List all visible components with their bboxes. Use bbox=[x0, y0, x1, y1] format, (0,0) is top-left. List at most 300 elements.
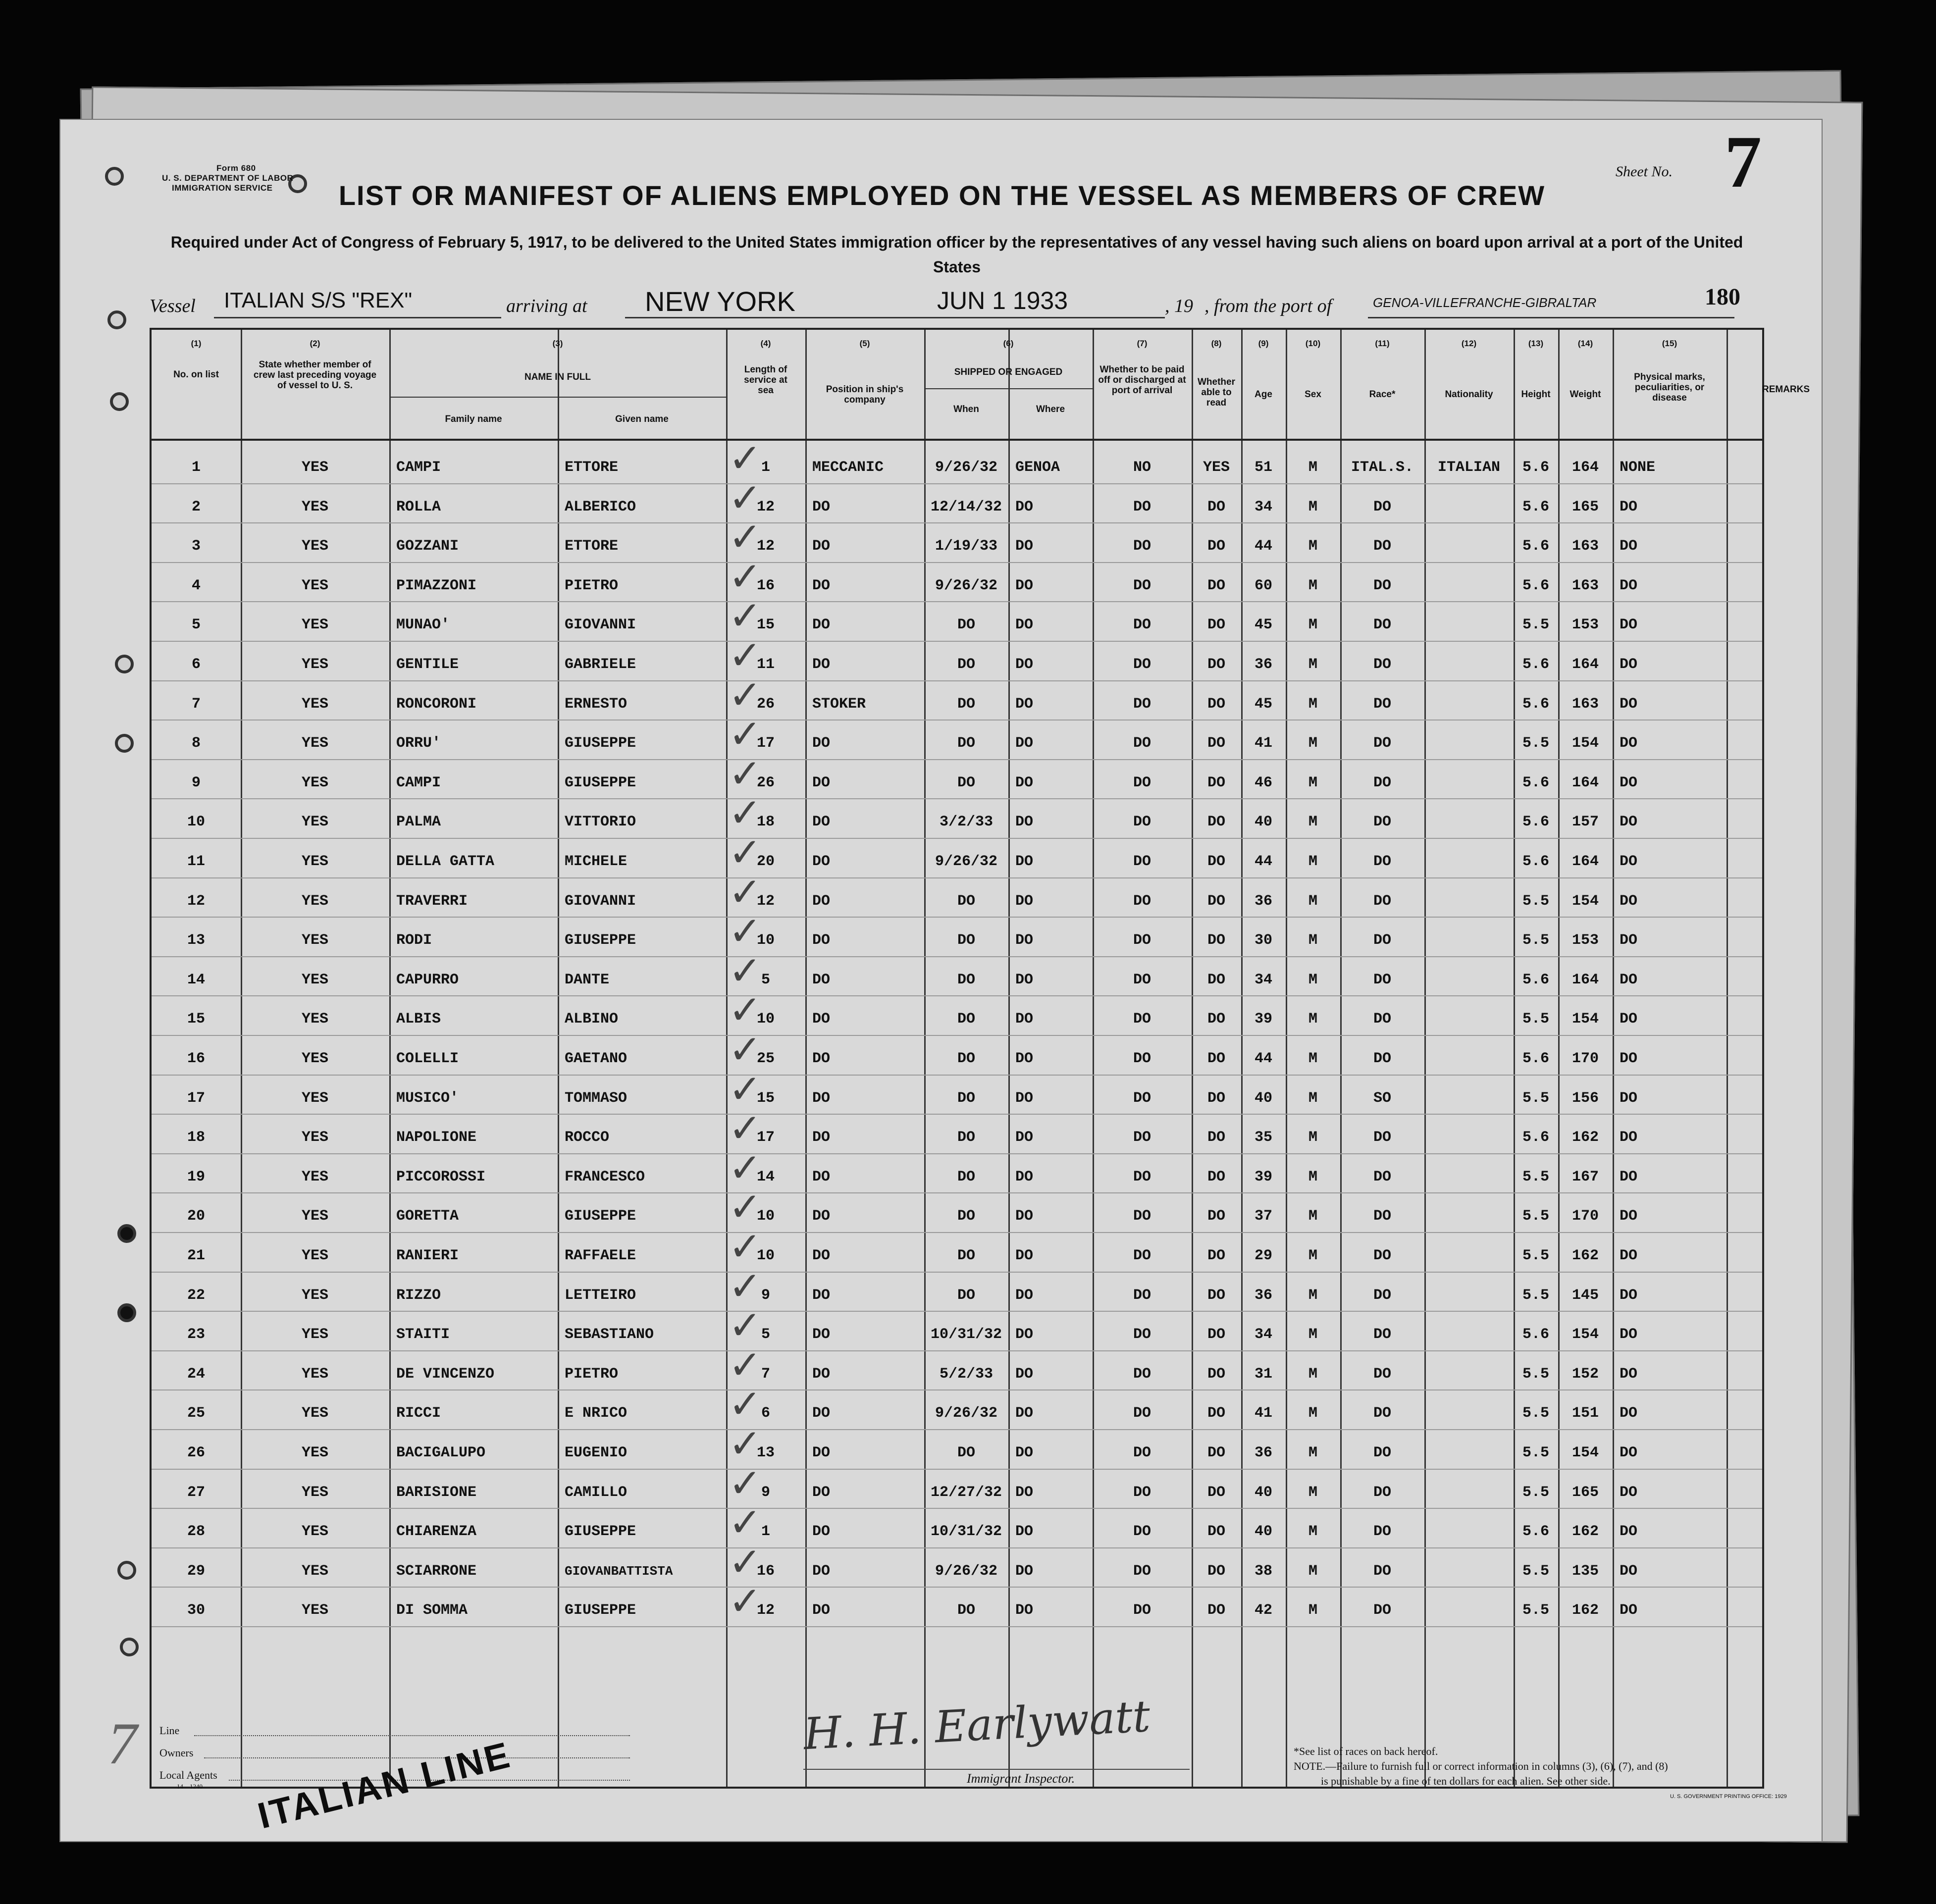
cell-marks: DO bbox=[1620, 932, 1638, 949]
cell-paid: DO bbox=[1133, 1365, 1151, 1383]
year-label: , 19 bbox=[1165, 296, 1193, 316]
cell-when: DO bbox=[957, 1247, 975, 1264]
cell-given: RAFFAELE bbox=[565, 1247, 636, 1264]
cell-paid: DO bbox=[1133, 1444, 1151, 1461]
cell-age: 60 bbox=[1254, 577, 1272, 594]
cell-sex: M bbox=[1308, 1168, 1317, 1185]
cell-service: 1 bbox=[761, 1523, 770, 1541]
cell-where: DO bbox=[1015, 1523, 1034, 1541]
cell-when: DO bbox=[957, 892, 975, 910]
col-remarks-header: REMARKS bbox=[1762, 384, 1810, 395]
table-row bbox=[152, 1499, 1762, 1552]
cell-position: MECCANIC bbox=[812, 459, 884, 476]
check-mark-icon: ✓ bbox=[729, 435, 762, 481]
table-row bbox=[152, 632, 1762, 685]
cell-prev: YES bbox=[301, 971, 328, 988]
cell-age: 31 bbox=[1254, 1365, 1272, 1383]
cell-paid: DO bbox=[1133, 617, 1151, 634]
col-age-header: Age bbox=[1255, 389, 1272, 400]
cell-given: GIUSEPPE bbox=[565, 735, 636, 752]
cell-prev: YES bbox=[301, 1365, 328, 1383]
cell-read: DO bbox=[1207, 1365, 1225, 1383]
cell-race: DO bbox=[1373, 1444, 1391, 1461]
cell-no: 26 bbox=[187, 1444, 205, 1461]
cell-given: ALBINO bbox=[565, 1011, 619, 1028]
table-row bbox=[152, 553, 1762, 607]
cell-service: 26 bbox=[756, 695, 775, 713]
cell-weight: 165 bbox=[1571, 1484, 1599, 1501]
cell-given: GIUSEPPE bbox=[565, 1602, 636, 1619]
cell-prev: YES bbox=[301, 1050, 328, 1067]
cell-sex: M bbox=[1308, 774, 1317, 791]
cell-read: DO bbox=[1207, 1286, 1225, 1304]
col-11-number: (11) bbox=[1375, 339, 1390, 348]
check-mark-icon: ✓ bbox=[729, 790, 762, 836]
table-row bbox=[152, 1539, 1762, 1592]
cell-age: 39 bbox=[1254, 1168, 1272, 1185]
cell-race: DO bbox=[1373, 1326, 1391, 1343]
col-when-header: When bbox=[953, 404, 979, 414]
page-number: 180 bbox=[1705, 284, 1740, 310]
cell-marks: DO bbox=[1620, 971, 1638, 988]
cell-when: 9/26/32 bbox=[935, 853, 998, 870]
cell-family: RODI bbox=[396, 932, 432, 949]
cell-sex: M bbox=[1308, 1129, 1317, 1146]
cell-prev: YES bbox=[301, 577, 328, 594]
cell-marks: DO bbox=[1620, 1405, 1638, 1422]
table-row bbox=[152, 1302, 1762, 1355]
cell-height: 5.5 bbox=[1522, 1011, 1549, 1028]
table-row bbox=[152, 711, 1762, 764]
cell-paid: DO bbox=[1133, 1405, 1151, 1422]
cell-no: 15 bbox=[187, 1011, 205, 1028]
cell-prev: YES bbox=[301, 1247, 328, 1264]
col-13-number: (13) bbox=[1528, 339, 1544, 348]
check-mark-icon: ✓ bbox=[729, 514, 762, 561]
cell-when: 9/26/32 bbox=[935, 1562, 998, 1580]
cell-no: 14 bbox=[187, 971, 205, 988]
cell-when: 9/26/32 bbox=[935, 577, 998, 594]
cell-read: DO bbox=[1207, 774, 1225, 791]
cell-prev: YES bbox=[301, 459, 328, 476]
col-race-header: Race* bbox=[1369, 389, 1396, 400]
cell-no: 18 bbox=[187, 1129, 205, 1146]
check-mark-icon: ✓ bbox=[729, 1460, 762, 1506]
cell-sex: M bbox=[1308, 459, 1317, 476]
cell-race: DO bbox=[1373, 735, 1391, 752]
cell-race: DO bbox=[1373, 498, 1391, 515]
col-given-name-header: Given name bbox=[615, 414, 669, 424]
cell-read: DO bbox=[1207, 1129, 1225, 1146]
cell-service: 12 bbox=[756, 892, 775, 910]
col-name-header: NAME IN FULL bbox=[524, 372, 591, 382]
cell-service: 12 bbox=[756, 498, 775, 515]
cell-age: 44 bbox=[1254, 853, 1272, 870]
table-row bbox=[152, 1460, 1762, 1513]
cell-when: 1/19/33 bbox=[935, 538, 998, 555]
cell-marks: DO bbox=[1620, 695, 1638, 713]
cell-weight: 165 bbox=[1571, 498, 1599, 515]
cell-height: 5.5 bbox=[1522, 1405, 1549, 1422]
cell-paid: DO bbox=[1133, 1286, 1151, 1304]
cell-paid: DO bbox=[1133, 932, 1151, 949]
cell-marks: NONE bbox=[1620, 459, 1656, 476]
col-prev-voyage-header: State whether member of crew last preceding voyage of vessel to U. S. bbox=[253, 360, 377, 391]
cell-service: 18 bbox=[756, 814, 775, 831]
table-row bbox=[152, 750, 1762, 804]
cell-no: 8 bbox=[191, 735, 201, 752]
cell-age: 44 bbox=[1254, 1050, 1272, 1067]
cell-race: DO bbox=[1373, 774, 1391, 791]
cell-no: 6 bbox=[191, 656, 201, 673]
cell-sex: M bbox=[1308, 1365, 1317, 1383]
cell-height: 5.6 bbox=[1522, 774, 1549, 791]
cell-family: COLELLI bbox=[396, 1050, 459, 1067]
table-row bbox=[152, 593, 1762, 646]
cell-where: DO bbox=[1015, 1011, 1034, 1028]
cell-paid: DO bbox=[1133, 1089, 1151, 1107]
cell-weight: 164 bbox=[1571, 459, 1599, 476]
cell-age: 45 bbox=[1254, 695, 1272, 713]
cell-position: DO bbox=[812, 498, 831, 515]
cell-no: 7 bbox=[191, 695, 201, 713]
cell-paid: DO bbox=[1133, 1129, 1151, 1146]
cell-prev: YES bbox=[301, 1523, 328, 1541]
cell-height: 5.5 bbox=[1522, 1089, 1549, 1107]
col-10-number: (10) bbox=[1305, 339, 1321, 348]
cell-race: DO bbox=[1373, 1168, 1391, 1185]
cell-weight: 163 bbox=[1571, 538, 1599, 555]
cell-where: DO bbox=[1015, 538, 1034, 555]
cell-weight: 154 bbox=[1571, 735, 1599, 752]
cell-when: DO bbox=[957, 1602, 975, 1619]
cell-family: RANIERI bbox=[396, 1247, 459, 1264]
cell-when: 10/31/32 bbox=[930, 1523, 1002, 1541]
arrival-date: JUN 1 1933 bbox=[937, 287, 1068, 314]
col-family-name-header: Family name bbox=[445, 414, 502, 424]
table-row bbox=[152, 1224, 1762, 1277]
cell-no: 16 bbox=[187, 1050, 205, 1067]
cell-age: 34 bbox=[1254, 971, 1272, 988]
col-height-header: Height bbox=[1521, 389, 1551, 400]
col-3-number: (3) bbox=[552, 339, 563, 348]
cell-height: 5.6 bbox=[1522, 459, 1549, 476]
cell-service: 7 bbox=[761, 1365, 770, 1383]
cell-age: 29 bbox=[1254, 1247, 1272, 1264]
cell-where: DO bbox=[1015, 617, 1034, 634]
cell-where: DO bbox=[1015, 971, 1034, 988]
cell-where: DO bbox=[1015, 1286, 1034, 1304]
cell-height: 5.5 bbox=[1522, 1602, 1549, 1619]
cell-read: DO bbox=[1207, 853, 1225, 870]
cell-height: 5.5 bbox=[1522, 1208, 1549, 1225]
cell-no: 19 bbox=[187, 1168, 205, 1185]
cell-no: 12 bbox=[187, 892, 205, 910]
table-row bbox=[152, 1263, 1762, 1316]
cell-sex: M bbox=[1308, 1326, 1317, 1343]
cell-sex: M bbox=[1308, 1444, 1317, 1461]
cell-age: 45 bbox=[1254, 617, 1272, 634]
cell-family: CAMPI bbox=[396, 774, 441, 791]
cell-race: DO bbox=[1373, 1050, 1391, 1067]
cell-family: PICCOROSSI bbox=[396, 1168, 486, 1185]
cell-service: 12 bbox=[756, 538, 775, 555]
cell-paid: DO bbox=[1133, 774, 1151, 791]
cell-family: GENTILE bbox=[396, 656, 459, 673]
cell-read: DO bbox=[1207, 656, 1225, 673]
check-mark-icon: ✓ bbox=[729, 829, 762, 875]
cell-paid: DO bbox=[1133, 577, 1151, 594]
cell-prev: YES bbox=[301, 1168, 328, 1185]
cell-read: DO bbox=[1207, 1050, 1225, 1067]
cell-paid: DO bbox=[1133, 695, 1151, 713]
cell-sex: M bbox=[1308, 932, 1317, 949]
cell-family: SCIARRONE bbox=[396, 1562, 477, 1580]
cell-given: GIUSEPPE bbox=[565, 1523, 636, 1541]
cell-given: ETTORE bbox=[565, 459, 619, 476]
check-mark-icon: ✓ bbox=[729, 711, 762, 758]
cell-race: DO bbox=[1373, 1602, 1391, 1619]
cell-given: GIUSEPPE bbox=[565, 1208, 636, 1225]
cell-when: DO bbox=[957, 1208, 975, 1225]
owners-label: Owners bbox=[159, 1747, 194, 1759]
cell-position: DO bbox=[812, 1484, 831, 1501]
col-5-number: (5) bbox=[859, 339, 870, 348]
cell-position: DO bbox=[812, 1602, 831, 1619]
cell-sex: M bbox=[1308, 892, 1317, 910]
cell-no: 13 bbox=[187, 932, 205, 949]
punch-hole bbox=[117, 1561, 136, 1580]
check-mark-icon: ✓ bbox=[729, 750, 762, 797]
cell-no: 5 bbox=[191, 617, 201, 634]
check-mark-icon: ✓ bbox=[729, 1224, 762, 1270]
cell-position: DO bbox=[812, 932, 831, 949]
cell-position: DO bbox=[812, 1365, 831, 1383]
check-mark-icon: ✓ bbox=[729, 553, 762, 600]
cell-position: DO bbox=[812, 656, 831, 673]
cell-marks: DO bbox=[1620, 577, 1638, 594]
cell-height: 5.6 bbox=[1522, 814, 1549, 831]
crew-manifest-table bbox=[150, 328, 1810, 1789]
cell-height: 5.6 bbox=[1522, 1129, 1549, 1146]
cell-where: DO bbox=[1015, 1326, 1034, 1343]
check-mark-icon: ✓ bbox=[729, 474, 762, 521]
cell-height: 5.5 bbox=[1522, 892, 1549, 910]
cell-no: 9 bbox=[191, 774, 201, 791]
cell-prev: YES bbox=[301, 1484, 328, 1501]
cell-where: DO bbox=[1015, 774, 1034, 791]
cell-read: DO bbox=[1207, 1602, 1225, 1619]
cell-where: DO bbox=[1015, 932, 1034, 949]
check-mark-icon: ✓ bbox=[729, 1578, 762, 1625]
cell-weight: 167 bbox=[1571, 1168, 1599, 1185]
cell-marks: DO bbox=[1620, 1208, 1638, 1225]
sheet-number-label: Sheet No. bbox=[1616, 163, 1673, 180]
cell-where: DO bbox=[1015, 1168, 1034, 1185]
cell-when: 9/26/32 bbox=[935, 459, 998, 476]
cell-service: 10 bbox=[756, 1208, 775, 1225]
cell-marks: DO bbox=[1620, 892, 1638, 910]
cell-race: DO bbox=[1373, 853, 1391, 870]
cell-height: 5.6 bbox=[1522, 853, 1549, 870]
cell-read: DO bbox=[1207, 971, 1225, 988]
cell-prev: YES bbox=[301, 774, 328, 791]
cell-marks: DO bbox=[1620, 1365, 1638, 1383]
cell-service: 10 bbox=[756, 932, 775, 949]
cell-paid: NO bbox=[1133, 459, 1151, 476]
cell-given: MICHELE bbox=[565, 853, 628, 870]
cell-no: 22 bbox=[187, 1286, 205, 1304]
cell-height: 5.6 bbox=[1522, 656, 1549, 673]
cell-weight: 162 bbox=[1571, 1602, 1599, 1619]
cell-marks: DO bbox=[1620, 1602, 1638, 1619]
cell-weight: 154 bbox=[1571, 1444, 1599, 1461]
cell-height: 5.5 bbox=[1522, 1562, 1549, 1580]
cell-height: 5.6 bbox=[1522, 538, 1549, 555]
cell-given: GABRIELE bbox=[565, 656, 636, 673]
cell-prev: YES bbox=[301, 656, 328, 673]
cell-age: 37 bbox=[1254, 1208, 1272, 1225]
col-service-header: Length of service at sea bbox=[744, 364, 787, 396]
cell-read: DO bbox=[1207, 1523, 1225, 1541]
cell-read: DO bbox=[1207, 1168, 1225, 1185]
cell-read: DO bbox=[1207, 695, 1225, 713]
cell-height: 5.6 bbox=[1522, 695, 1549, 713]
col-15-number: (15) bbox=[1662, 339, 1677, 348]
cell-position: DO bbox=[812, 1523, 831, 1541]
cell-marks: DO bbox=[1620, 1562, 1638, 1580]
cell-prev: YES bbox=[301, 1602, 328, 1619]
cell-service: 26 bbox=[756, 774, 775, 791]
cell-race: DO bbox=[1373, 814, 1391, 831]
cell-age: 46 bbox=[1254, 774, 1272, 791]
cell-where: DO bbox=[1015, 1365, 1034, 1383]
cell-given: ETTORE bbox=[565, 538, 619, 555]
cell-weight: 135 bbox=[1571, 1562, 1599, 1580]
cell-family: ROLLA bbox=[396, 498, 441, 515]
cell-paid: DO bbox=[1133, 656, 1151, 673]
arriving-label: arriving at bbox=[506, 296, 587, 316]
cell-family: CHIARENZA bbox=[396, 1523, 477, 1541]
cell-nationality: ITALIAN bbox=[1437, 459, 1501, 476]
cell-when: DO bbox=[957, 971, 975, 988]
cell-position: DO bbox=[812, 814, 831, 831]
cell-service: 16 bbox=[756, 1562, 775, 1580]
cell-age: 44 bbox=[1254, 538, 1272, 555]
cell-race: DO bbox=[1373, 577, 1391, 594]
cell-when: DO bbox=[957, 1050, 975, 1067]
cell-no: 21 bbox=[187, 1247, 205, 1264]
check-mark-icon: ✓ bbox=[729, 1341, 762, 1388]
cell-age: 42 bbox=[1254, 1602, 1272, 1619]
cell-height: 5.5 bbox=[1522, 617, 1549, 634]
departure-port: GENOA-VILLEFRANCHE-GIBRALTAR bbox=[1373, 295, 1597, 310]
cell-weight: 153 bbox=[1571, 617, 1599, 634]
cell-where: DO bbox=[1015, 1405, 1034, 1422]
table-row bbox=[152, 1105, 1762, 1158]
cell-paid: DO bbox=[1133, 735, 1151, 752]
cell-age: 34 bbox=[1254, 498, 1272, 515]
cell-position: DO bbox=[812, 892, 831, 910]
cell-when: DO bbox=[957, 1168, 975, 1185]
cell-when: 3/2/33 bbox=[939, 814, 994, 831]
from-port-label: , from the port of bbox=[1204, 296, 1332, 316]
cell-given: GIOVANBATTISTA bbox=[565, 1563, 673, 1579]
col-read-header: Whether able to read bbox=[1198, 377, 1235, 408]
cell-no: 1 bbox=[191, 459, 201, 476]
cell-height: 5.5 bbox=[1522, 1168, 1549, 1185]
cell-weight: 162 bbox=[1571, 1129, 1599, 1146]
cell-race: DO bbox=[1373, 617, 1391, 634]
cell-age: 36 bbox=[1254, 1444, 1272, 1461]
cell-race: DO bbox=[1373, 1247, 1391, 1264]
cell-service: 20 bbox=[756, 853, 775, 870]
cell-marks: DO bbox=[1620, 617, 1638, 634]
cell-sex: M bbox=[1308, 1405, 1317, 1422]
cell-family: PIMAZZONI bbox=[396, 577, 477, 594]
check-mark-icon: ✓ bbox=[729, 1381, 762, 1428]
cell-service: 12 bbox=[756, 1602, 775, 1619]
cell-age: 36 bbox=[1254, 1286, 1272, 1304]
cell-weight: 154 bbox=[1571, 892, 1599, 910]
cell-age: 40 bbox=[1254, 1089, 1272, 1107]
cell-service: 5 bbox=[761, 971, 770, 988]
col-14-number: (14) bbox=[1577, 339, 1593, 348]
table-row bbox=[152, 1184, 1762, 1237]
cell-where: DO bbox=[1015, 577, 1034, 594]
cell-prev: YES bbox=[301, 932, 328, 949]
cell-given: ERNESTO bbox=[565, 695, 628, 713]
cell-paid: DO bbox=[1133, 1011, 1151, 1028]
cell-age: 40 bbox=[1254, 1484, 1272, 1501]
cell-sex: M bbox=[1308, 1286, 1317, 1304]
cell-given: SEBASTIANO bbox=[565, 1326, 654, 1343]
cell-sex: M bbox=[1308, 735, 1317, 752]
col-where-header: Where bbox=[1036, 404, 1065, 414]
cell-prev: YES bbox=[301, 853, 328, 870]
cell-given: PIETRO bbox=[565, 1365, 619, 1383]
col-4-number: (4) bbox=[760, 339, 771, 348]
cell-where: DO bbox=[1015, 1444, 1034, 1461]
cell-paid: DO bbox=[1133, 538, 1151, 555]
cell-when: DO bbox=[957, 656, 975, 673]
cell-family: MUNAO' bbox=[396, 617, 450, 634]
cell-race: DO bbox=[1373, 538, 1391, 555]
cell-service: 11 bbox=[756, 656, 775, 673]
table-row bbox=[152, 1421, 1762, 1474]
cell-where: DO bbox=[1015, 1208, 1034, 1225]
cell-race: DO bbox=[1373, 1011, 1391, 1028]
cell-sex: M bbox=[1308, 1208, 1317, 1225]
col-marks-header: Physical marks, peculiarities, or disease bbox=[1634, 372, 1705, 403]
cell-no: 11 bbox=[187, 853, 205, 870]
cell-race: DO bbox=[1373, 1523, 1391, 1541]
cell-sex: M bbox=[1308, 1247, 1317, 1264]
cell-where: DO bbox=[1015, 695, 1034, 713]
cell-height: 5.5 bbox=[1522, 1484, 1549, 1501]
cell-given: PIETRO bbox=[565, 577, 619, 594]
cell-position: DO bbox=[812, 1247, 831, 1264]
cell-when: DO bbox=[957, 1444, 975, 1461]
cell-sex: M bbox=[1308, 656, 1317, 673]
cell-prev: YES bbox=[301, 1089, 328, 1107]
cell-when: DO bbox=[957, 1089, 975, 1107]
cell-service: 10 bbox=[756, 1247, 775, 1264]
cell-service: 15 bbox=[756, 617, 775, 634]
cell-position: DO bbox=[812, 617, 831, 634]
cell-sex: M bbox=[1308, 853, 1317, 870]
cell-paid: DO bbox=[1133, 971, 1151, 988]
